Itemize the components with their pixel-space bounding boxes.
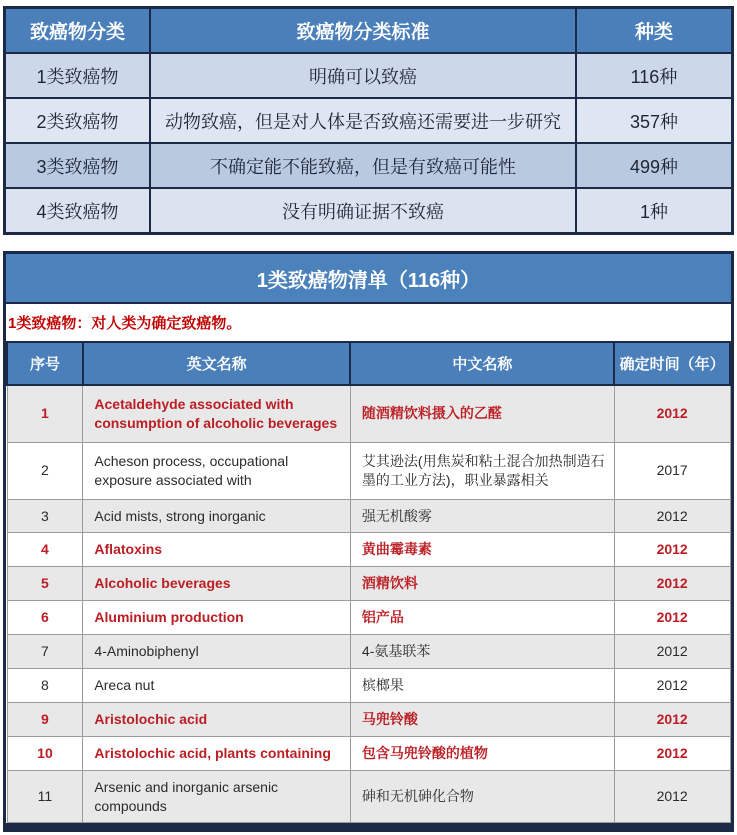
list-row [7,669,730,703]
category-cell: 2类致癌物 [5,98,151,143]
row-number-cell: 5 [7,567,83,601]
chinese-name-cell: 酒精饮料 [350,567,614,601]
list-row [7,702,730,736]
english-name-cell: 4-Aminobiphenyl [83,635,351,669]
chinese-name-col-header: 中文名称 [350,343,614,385]
chinese-name-cell: 4-氨基联苯 [350,635,614,669]
no-col-header: 序号 [7,343,83,385]
year-col-header: 确定时间（年） [614,343,730,385]
year-cell: 2012 [614,499,730,533]
chinese-name-cell: 槟榔果 [350,669,614,703]
chinese-name-cell: 随酒精饮料摄入的乙醛 [350,385,614,442]
list-table-body [7,385,730,823]
english-name-cell: Arsenic and inorganic arsenic compounds [83,770,351,823]
year-cell: 2012 [614,533,730,567]
count-cell: 499种 [576,143,733,188]
list-row [7,499,730,533]
row-number-cell: 10 [7,736,83,770]
year-cell: 2012 [614,601,730,635]
chinese-name-cell: 艾其逊法(用焦炭和粘土混合加热制造石墨的工业方法)，职业暴露相关 [350,442,614,499]
year-cell: 2012 [614,770,730,823]
classification-row [5,143,733,188]
count-cell: 116种 [576,53,733,98]
chinese-name-cell: 黄曲霉毒素 [350,533,614,567]
english-name-cell: Alcoholic beverages [83,567,351,601]
list-row [7,770,730,823]
classification-row [5,53,733,98]
chinese-name-cell: 包含马兜铃酸的植物 [350,736,614,770]
standard-cell: 没有明确证据不致癌 [150,188,576,234]
year-cell: 2012 [614,669,730,703]
english-name-cell: Aristolochic acid [83,702,351,736]
classification-row [5,98,733,143]
category-cell: 1类致癌物 [5,53,151,98]
chinese-name-cell: 强无机酸雾 [350,499,614,533]
english-name-cell: Aluminium production [83,601,351,635]
class1-list-table [6,343,731,823]
list-row [7,635,730,669]
list-row [7,385,730,442]
classification-table-header [5,8,733,54]
row-number-cell: 3 [7,499,83,533]
english-name-cell: Aflatoxins [83,533,351,567]
year-cell: 2017 [614,442,730,499]
chinese-name-cell: 铝产品 [350,601,614,635]
year-cell: 2012 [614,567,730,601]
chinese-name-cell: 砷和无机砷化合物 [350,770,614,823]
list-table-header [7,343,730,385]
list-row [7,533,730,567]
standard-cell: 不确定能不能致癌，但是有致癌可能性 [150,143,576,188]
row-number-cell: 6 [7,601,83,635]
row-number-cell: 2 [7,442,83,499]
year-cell: 2012 [614,736,730,770]
carcinogen-classification-table [3,6,734,235]
list-row [7,736,730,770]
english-name-cell: Acheson process, occupational exposure associated with [83,442,351,499]
count-col-header: 种类 [576,8,733,54]
row-number-cell: 8 [7,669,83,703]
english-name-cell: Acid mists, strong inorganic [83,499,351,533]
category-cell: 3类致癌物 [5,143,151,188]
english-name-col-header: 英文名称 [83,343,351,385]
row-number-cell: 9 [7,702,83,736]
chinese-name-cell: 马兜铃酸 [350,702,614,736]
count-cell: 1种 [576,188,733,234]
row-number-cell: 4 [7,533,83,567]
list-note: 1类致癌物：对人类为确定致癌物。 [6,304,731,343]
count-cell: 357种 [576,98,733,143]
list-title: 1类致癌物清单（116种） [6,254,731,304]
english-name-cell: Areca nut [83,669,351,703]
year-cell: 2012 [614,702,730,736]
classification-table-body [5,53,733,234]
english-name-cell: Aristolochic acid, plants containing [83,736,351,770]
year-cell: 2012 [614,635,730,669]
classification-col-header: 致癌物分类 [5,8,151,54]
row-number-cell: 1 [7,385,83,442]
category-cell: 4类致癌物 [5,188,151,234]
standard-cell: 明确可以致癌 [150,53,576,98]
classification-row [5,188,733,234]
row-number-cell: 11 [7,770,83,823]
class1-carcinogen-list [3,251,734,832]
list-row [7,567,730,601]
list-row [7,442,730,499]
list-row [7,601,730,635]
english-name-cell: Acetaldehyde associated with consumption of alcoholic beverages [83,385,351,442]
year-cell: 2012 [614,385,730,442]
row-number-cell: 7 [7,635,83,669]
standard-col-header: 致癌物分类标准 [150,8,576,54]
standard-cell: 动物致癌，但是对人体是否致癌还需要进一步研究 [150,98,576,143]
